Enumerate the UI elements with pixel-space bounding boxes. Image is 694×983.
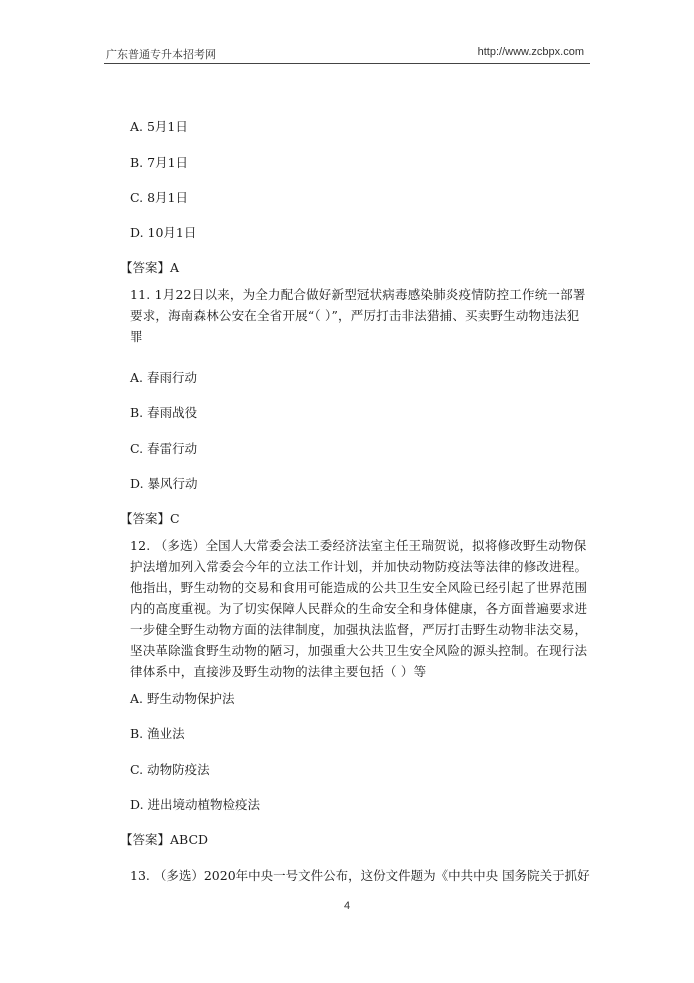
q12-option-d: D. 进出境动植物检疫法 [130, 797, 261, 812]
q11-answer: 【答案】C [120, 511, 180, 526]
q10-option-d: D. 10月1日 [130, 225, 197, 240]
q13-question: 13. （多选）2020年中央一号文件公布，这份文件题为《中共中央 国务院关于抓好 [130, 868, 590, 883]
q11-option-d: D. 暴风行动 [130, 476, 198, 491]
q12-question: 12. （多选）全国人大常委会法工委经济法室主任王瑞贺说，拟将修改野生动物保护法增加列入常委会今年的立法工作计划，并加快动物防疫法等法律的修改进程。他指出，野生动物的交易和食用可能造成的公共卫生安全风险已经引起了世界范围内的高度重视。为了切实保障人民群众的生命安全和身体健康，各方面普遍要求进一步健全野生动物方面的法律制度，加强执法监督，严厉打击野生动物非法交易，坚决革除滥食野生动物的陋习，加强重大公共卫生安全风险的源头控制。在现行法律体系中，直接涉及野生动物的法律主要包括（ ）等 [130, 538, 588, 679]
q12-option-b: B. 渔业法 [130, 726, 185, 741]
header-site-name: 广东普通专升本招考网 [106, 48, 216, 61]
page-number: 4 [343, 900, 351, 912]
q10-option-c: C. 8月1日 [130, 190, 188, 205]
header-url: http://www.zcbpx.com [477, 46, 584, 58]
q10-answer: 【答案】A [120, 260, 180, 275]
q11-option-b: B. 春雨战役 [130, 405, 198, 420]
header-divider [104, 63, 590, 64]
q12-answer: 【答案】ABCD [120, 832, 209, 847]
q10-option-a: A. 5月1日 [130, 119, 188, 134]
q11-question: 11. 1月22日以来，为全力配合做好新型冠状病毒感染肺炎疫情防控工作统一部署要求，海南森林公安在全省开展“（ ）”，严厉打击非法猎捕、买卖野生动物违法犯罪 [130, 287, 586, 344]
q11-option-c: C. 春雷行动 [130, 441, 198, 456]
q11-option-a: A. 春雨行动 [130, 370, 197, 385]
q12-option-c: C. 动物防疫法 [130, 762, 210, 777]
q12-option-a: A. 野生动物保护法 [130, 691, 235, 706]
q10-option-b: B. 7月1日 [130, 155, 189, 170]
